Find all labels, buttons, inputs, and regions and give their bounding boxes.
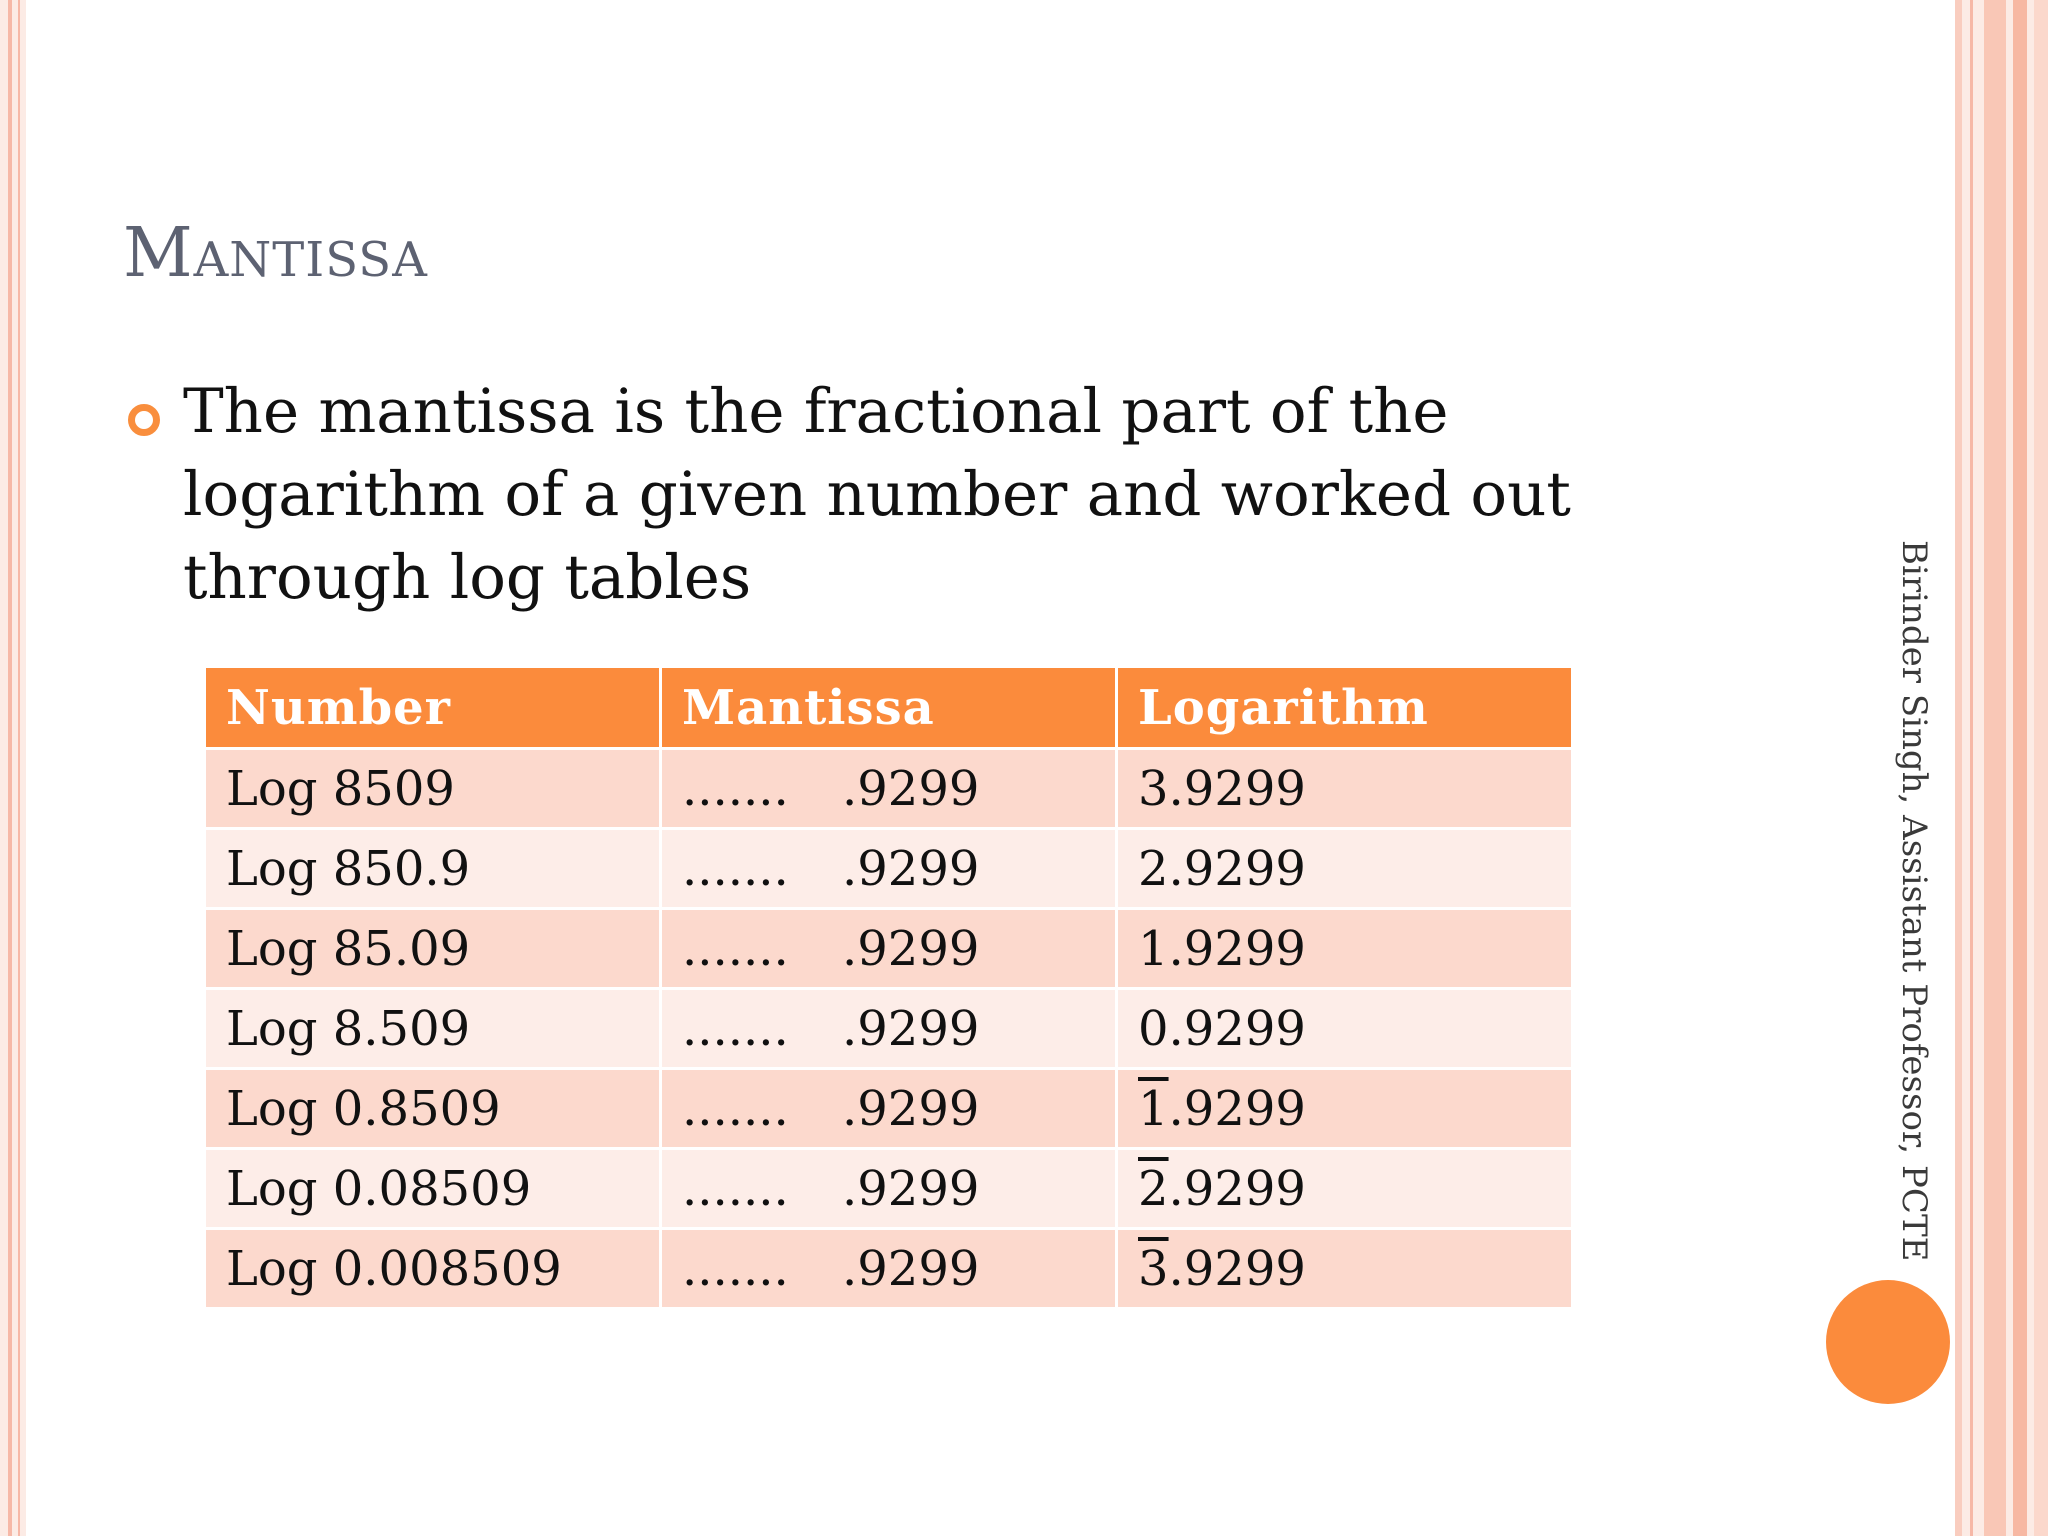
mantissa-value: .9299 [842,1080,980,1137]
slide-title: Mantissa [123,214,428,293]
cell-number: Log 0.08509 [205,1149,661,1229]
cell-logarithm [1117,829,1573,909]
bar-characteristic: 3 [1138,1240,1169,1297]
cell-logarithm [1117,989,1573,1069]
table-row [205,909,1573,989]
cell-number: Log 0.008509 [205,1229,661,1309]
log-value: 1.9299 [1138,920,1306,977]
table-row [205,1229,1573,1309]
mantissa-value: .9299 [842,1240,980,1297]
cell-logarithm [1117,1069,1573,1149]
left-border-band [0,0,26,1536]
header-mantissa: Mantissa [661,667,1117,749]
table-row [205,749,1573,829]
right-stripe [1984,0,2006,1536]
cell-mantissa [661,1149,1117,1229]
cell-number: Log 85.09 [205,909,661,989]
cell-mantissa [661,1229,1117,1309]
mantissa-value: .9299 [842,1160,980,1217]
mantissa-value: .9299 [842,760,980,817]
cell-number: Log 8509 [205,749,661,829]
mantissa-value: .9299 [842,840,980,897]
mantissa-value: .9299 [842,1000,980,1057]
log-value: 2.9299 [1138,840,1306,897]
cell-logarithm [1117,909,1573,989]
cell-mantissa [661,829,1117,909]
table-row [205,1149,1573,1229]
table-row [205,829,1573,909]
dots-leader: ....... [682,1160,789,1217]
mantissa-value: .9299 [842,920,980,977]
log-value: .9299 [1168,1240,1306,1297]
dots-leader: ....... [682,840,789,897]
dots-leader: ....... [682,1080,789,1137]
log-value: 3.9299 [1138,760,1306,817]
cell-mantissa [661,909,1117,989]
cell-number: Log 850.9 [205,829,661,909]
left-border-line [8,0,12,1536]
decorative-circle [1826,1280,1950,1404]
bullet-circle-icon [128,404,160,436]
cell-number: Log 0.8509 [205,1069,661,1149]
right-stripe [1955,0,1962,1536]
left-border-line-thin [18,0,20,1536]
log-value: .9299 [1168,1160,1306,1217]
table-row [205,989,1573,1069]
dots-leader: ....... [682,1000,789,1057]
header-number: Number [205,667,661,749]
cell-logarithm [1117,1229,1573,1309]
cell-mantissa [661,749,1117,829]
right-stripe [2034,0,2048,1536]
right-stripe [1970,0,1973,1536]
log-value: .9299 [1168,1080,1306,1137]
dots-leader: ....... [682,760,789,817]
bar-characteristic: 1 [1138,1080,1169,1137]
dots-leader: ....... [682,920,789,977]
dots-leader: ....... [682,1240,789,1297]
mantissa-table [203,665,1574,1310]
cell-logarithm [1117,1149,1573,1229]
right-stripe [2013,0,2027,1536]
bullet-text: The mantissa is the fractional part of the logarithm of a given number and worked out through log tables [183,376,1571,613]
cell-logarithm [1117,749,1573,829]
side-credit: Birinder Singh, Assistant Professor, PCTE [1894,540,1934,1262]
log-value: 0.9299 [1138,1000,1306,1057]
bar-characteristic: 2 [1138,1160,1169,1217]
table-header-row [205,667,1573,749]
cell-mantissa [661,989,1117,1069]
cell-mantissa [661,1069,1117,1149]
table-row [205,1069,1573,1149]
cell-number: Log 8.509 [205,989,661,1069]
header-logarithm: Logarithm [1117,667,1573,749]
